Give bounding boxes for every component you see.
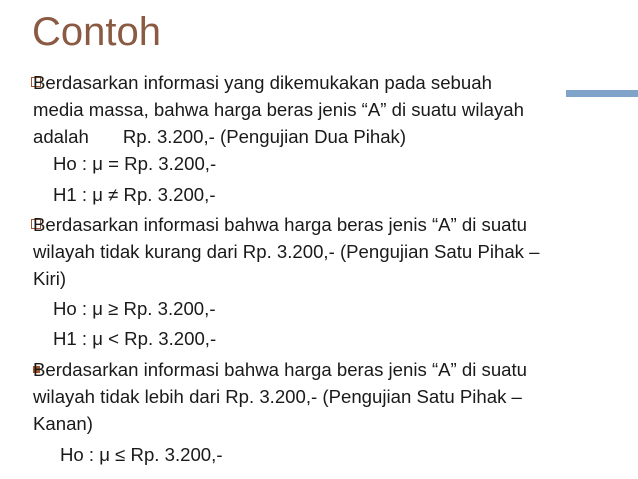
- accent-bar: [566, 90, 638, 97]
- slide-title: Contoh: [32, 10, 161, 54]
- bullet-text-line: wilayah tidak lebih dari Rp. 3.200,- (Pengujian Satu Pihak –: [33, 386, 522, 407]
- bullet-text-line: media massa, bahwa harga beras jenis “A” di suatu wilayah: [33, 99, 524, 120]
- hypothesis-h1: H1 : μ ≠ Rp. 3.200,-: [53, 184, 216, 205]
- bullet-text-line: [33, 123, 524, 150]
- hypothesis-h0: Ho : μ = Rp. 3.200,-: [53, 153, 217, 174]
- bullet-text-line: Berdasarkan informasi yang dikemukakan pada sebuah: [33, 72, 492, 93]
- hypothesis-h0: Ho : μ ≤ Rp. 3.200,-: [60, 444, 223, 465]
- hypothesis-h0: Ho : μ ≥ Rp. 3.200,-: [53, 298, 216, 319]
- bullet-text-line: Kanan): [33, 413, 93, 434]
- bullet-text-segment: Rp. 3.200,- (Pengujian Dua Pihak): [122, 126, 407, 147]
- bullet-text-line: Berdasarkan informasi bahwa harga beras jenis “A” di suatu: [33, 359, 528, 380]
- hypothesis-h1: H1 : μ < Rp. 3.200,-: [53, 328, 217, 349]
- bullet-text-line: wilayah tidak kurang dari Rp. 3.200,- (Pengujian Satu Pihak –: [33, 241, 540, 262]
- bullet-text-segment: adalah: [33, 126, 89, 147]
- bullet-text-line: Berdasarkan informasi bahwa harga beras jenis “A” di suatu: [33, 214, 528, 235]
- bullet-text-line: Kiri): [33, 268, 67, 289]
